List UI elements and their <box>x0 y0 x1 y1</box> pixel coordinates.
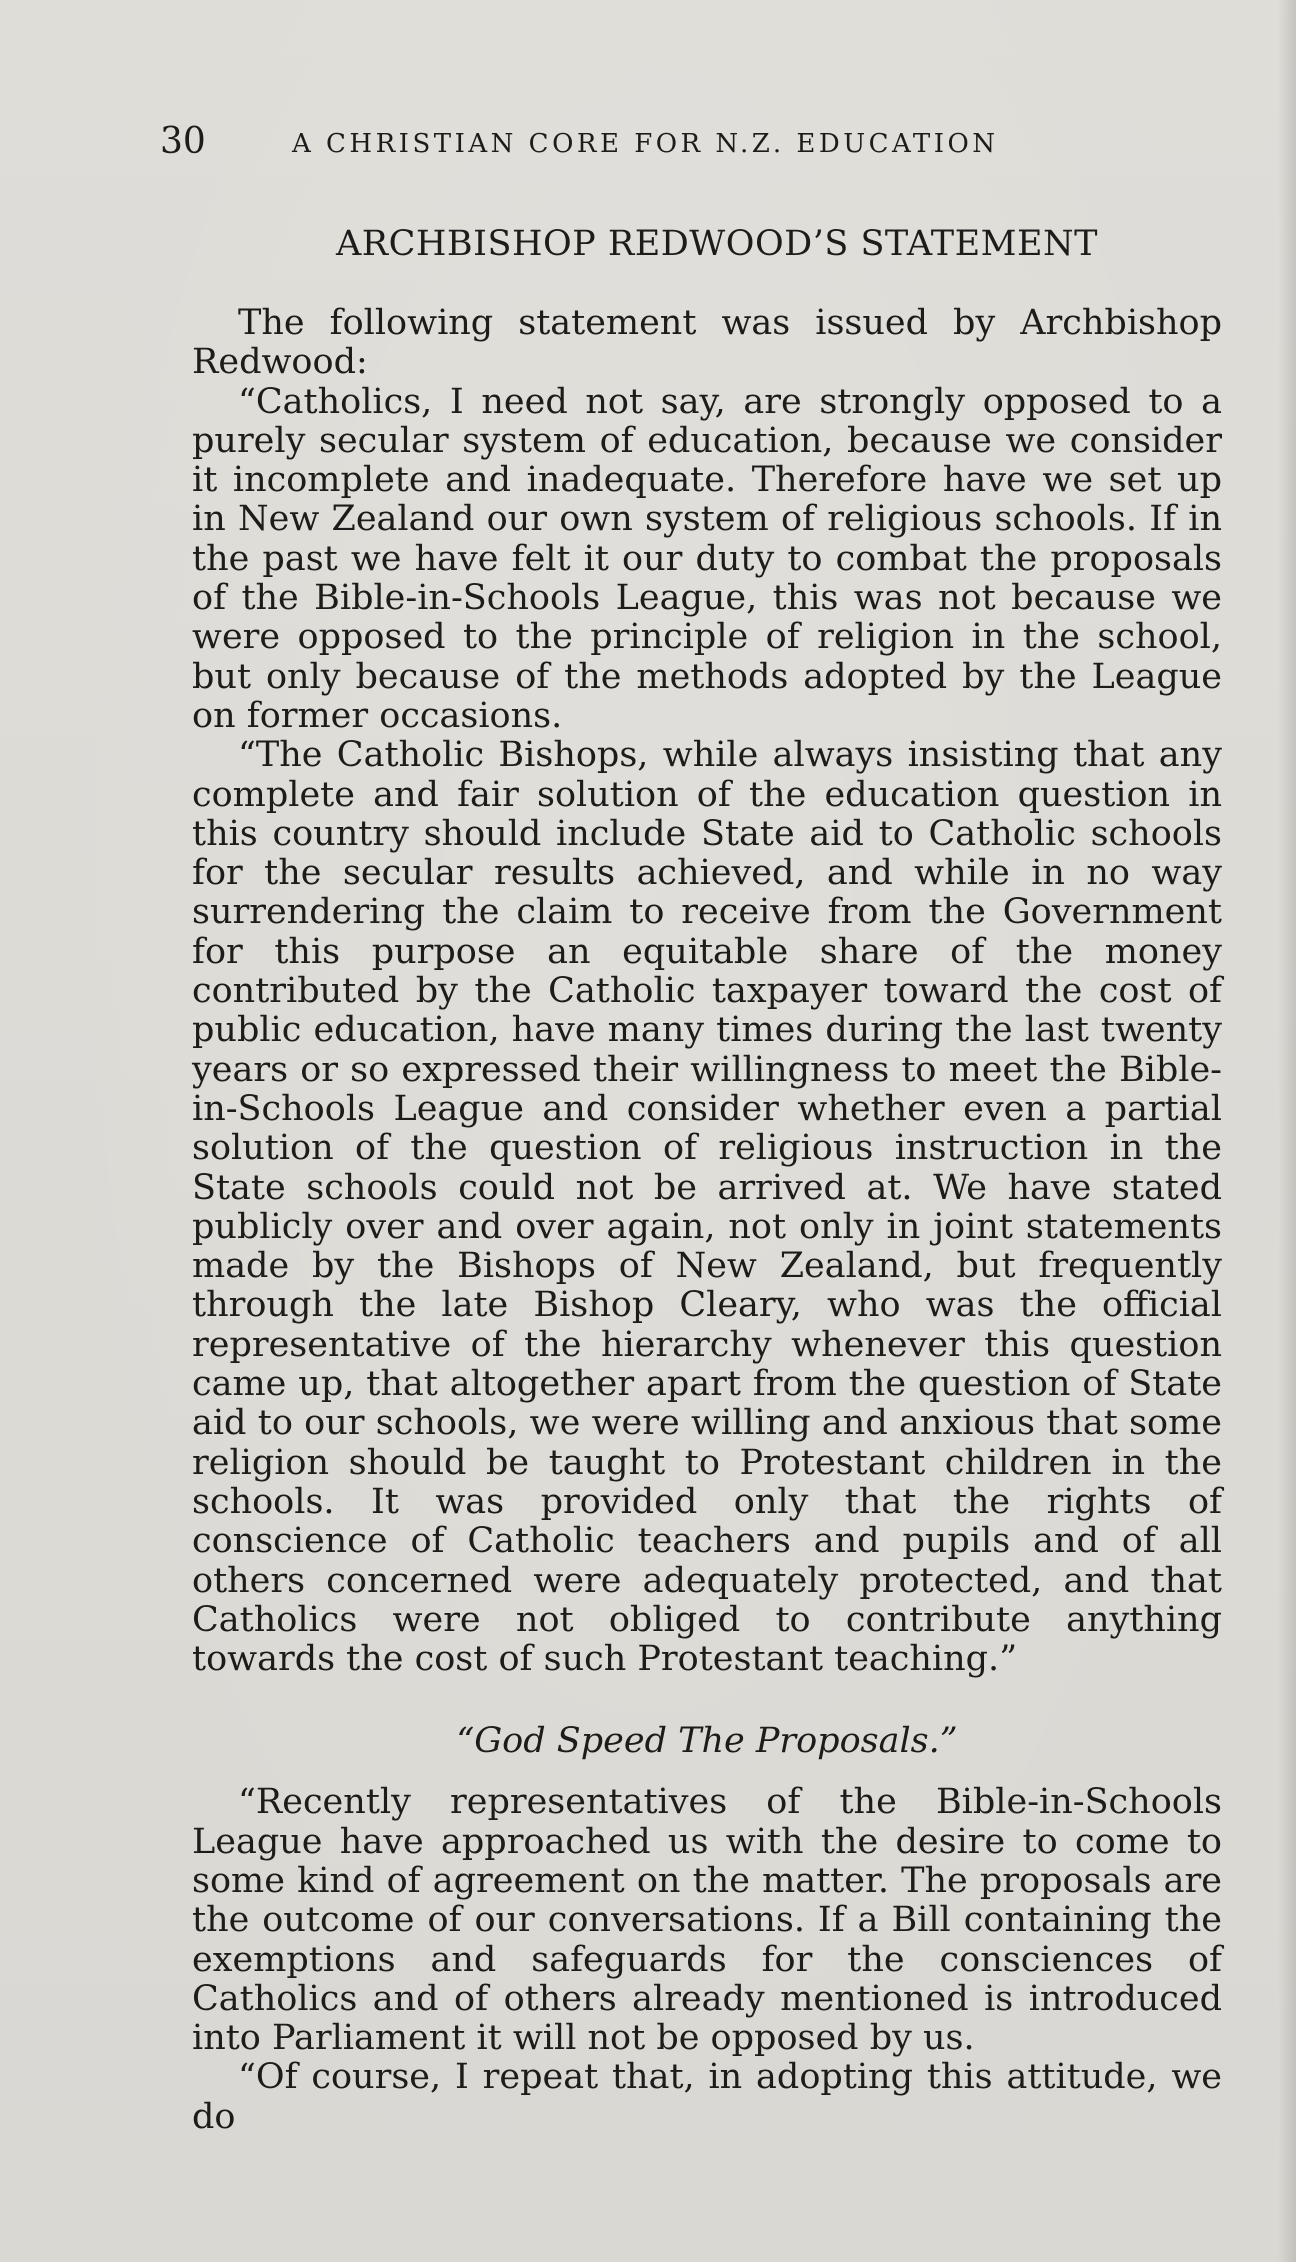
running-title: A CHRISTIAN CORE FOR N.Z. EDUCATION <box>292 129 999 159</box>
paragraph: The following statement was issued by Archbishop Redwood: <box>192 303 1222 383</box>
section-title: ARCHBISHOP REDWOOD’S STATEMENT <box>336 224 1098 264</box>
running-head <box>160 118 1160 166</box>
paragraph: “Of course, I repeat that, in adopting this attitude, we do <box>192 2057 1222 2137</box>
paragraph: “Recently representatives of the Bible-in-Schools League have approached us with the desire to come to some kind of agreement on the matter. The proposals are the outcome of our conversations. If a Bill containing the exemptions and safeguards for the consciences of Catholics and of others already mentioned is introduced into Parliament it will not be opposed by us. <box>192 1782 1222 2059</box>
page-edge-shadow <box>1278 0 1296 2262</box>
paragraph: “The Catholic Bishops, while always insisting that any complete and fair solution of the education question in this country should include State aid to Catholic schools for the secular results achieved, and while in no way surrendering the claim to receive from the Government for this purpose an equitable share of the money contributed by the Catholic taxpayer toward the cost of public education, have many times during the last twenty years or so expressed their willingness to meet the Bible-in-Schools League and consider whether even a partial solution of the question of religious instruction in the State schools could not be arrived at. We have stated publicly over and over again, not only in joint statements made by the Bishops of New Zealand, but frequently through the late Bishop Cleary, who was the official representative of the hierarchy whenever this question came up, that altogether apart from the question of State aid to our schools, we were willing and anxious that some religion should be taught to Protestant children in the schools. It was provided only that the rights of conscience of Catholic teachers and pupils and of all others concerned were adequately protected, and that Catholics were not obliged to contribute anything towards the cost of such Protestant teaching.” <box>192 735 1222 1680</box>
subheading: “God Speed The Proposals.” <box>456 1721 958 1762</box>
body-text <box>192 220 1222 2137</box>
paragraph: “Catholics, I need not say, are strongly opposed to a purely secular system of education, because we consider it incomplete and inadequate. Therefore have we set up in New Zealand our own system of religious schools. If in the past we have felt it our duty to combat the proposals of the Bible-in-Schools League, this was not because we were opposed to the principle of religion in the school, but only because of the methods adopted by the League on former occasions. <box>192 381 1222 736</box>
page-number: 30 <box>160 121 206 162</box>
